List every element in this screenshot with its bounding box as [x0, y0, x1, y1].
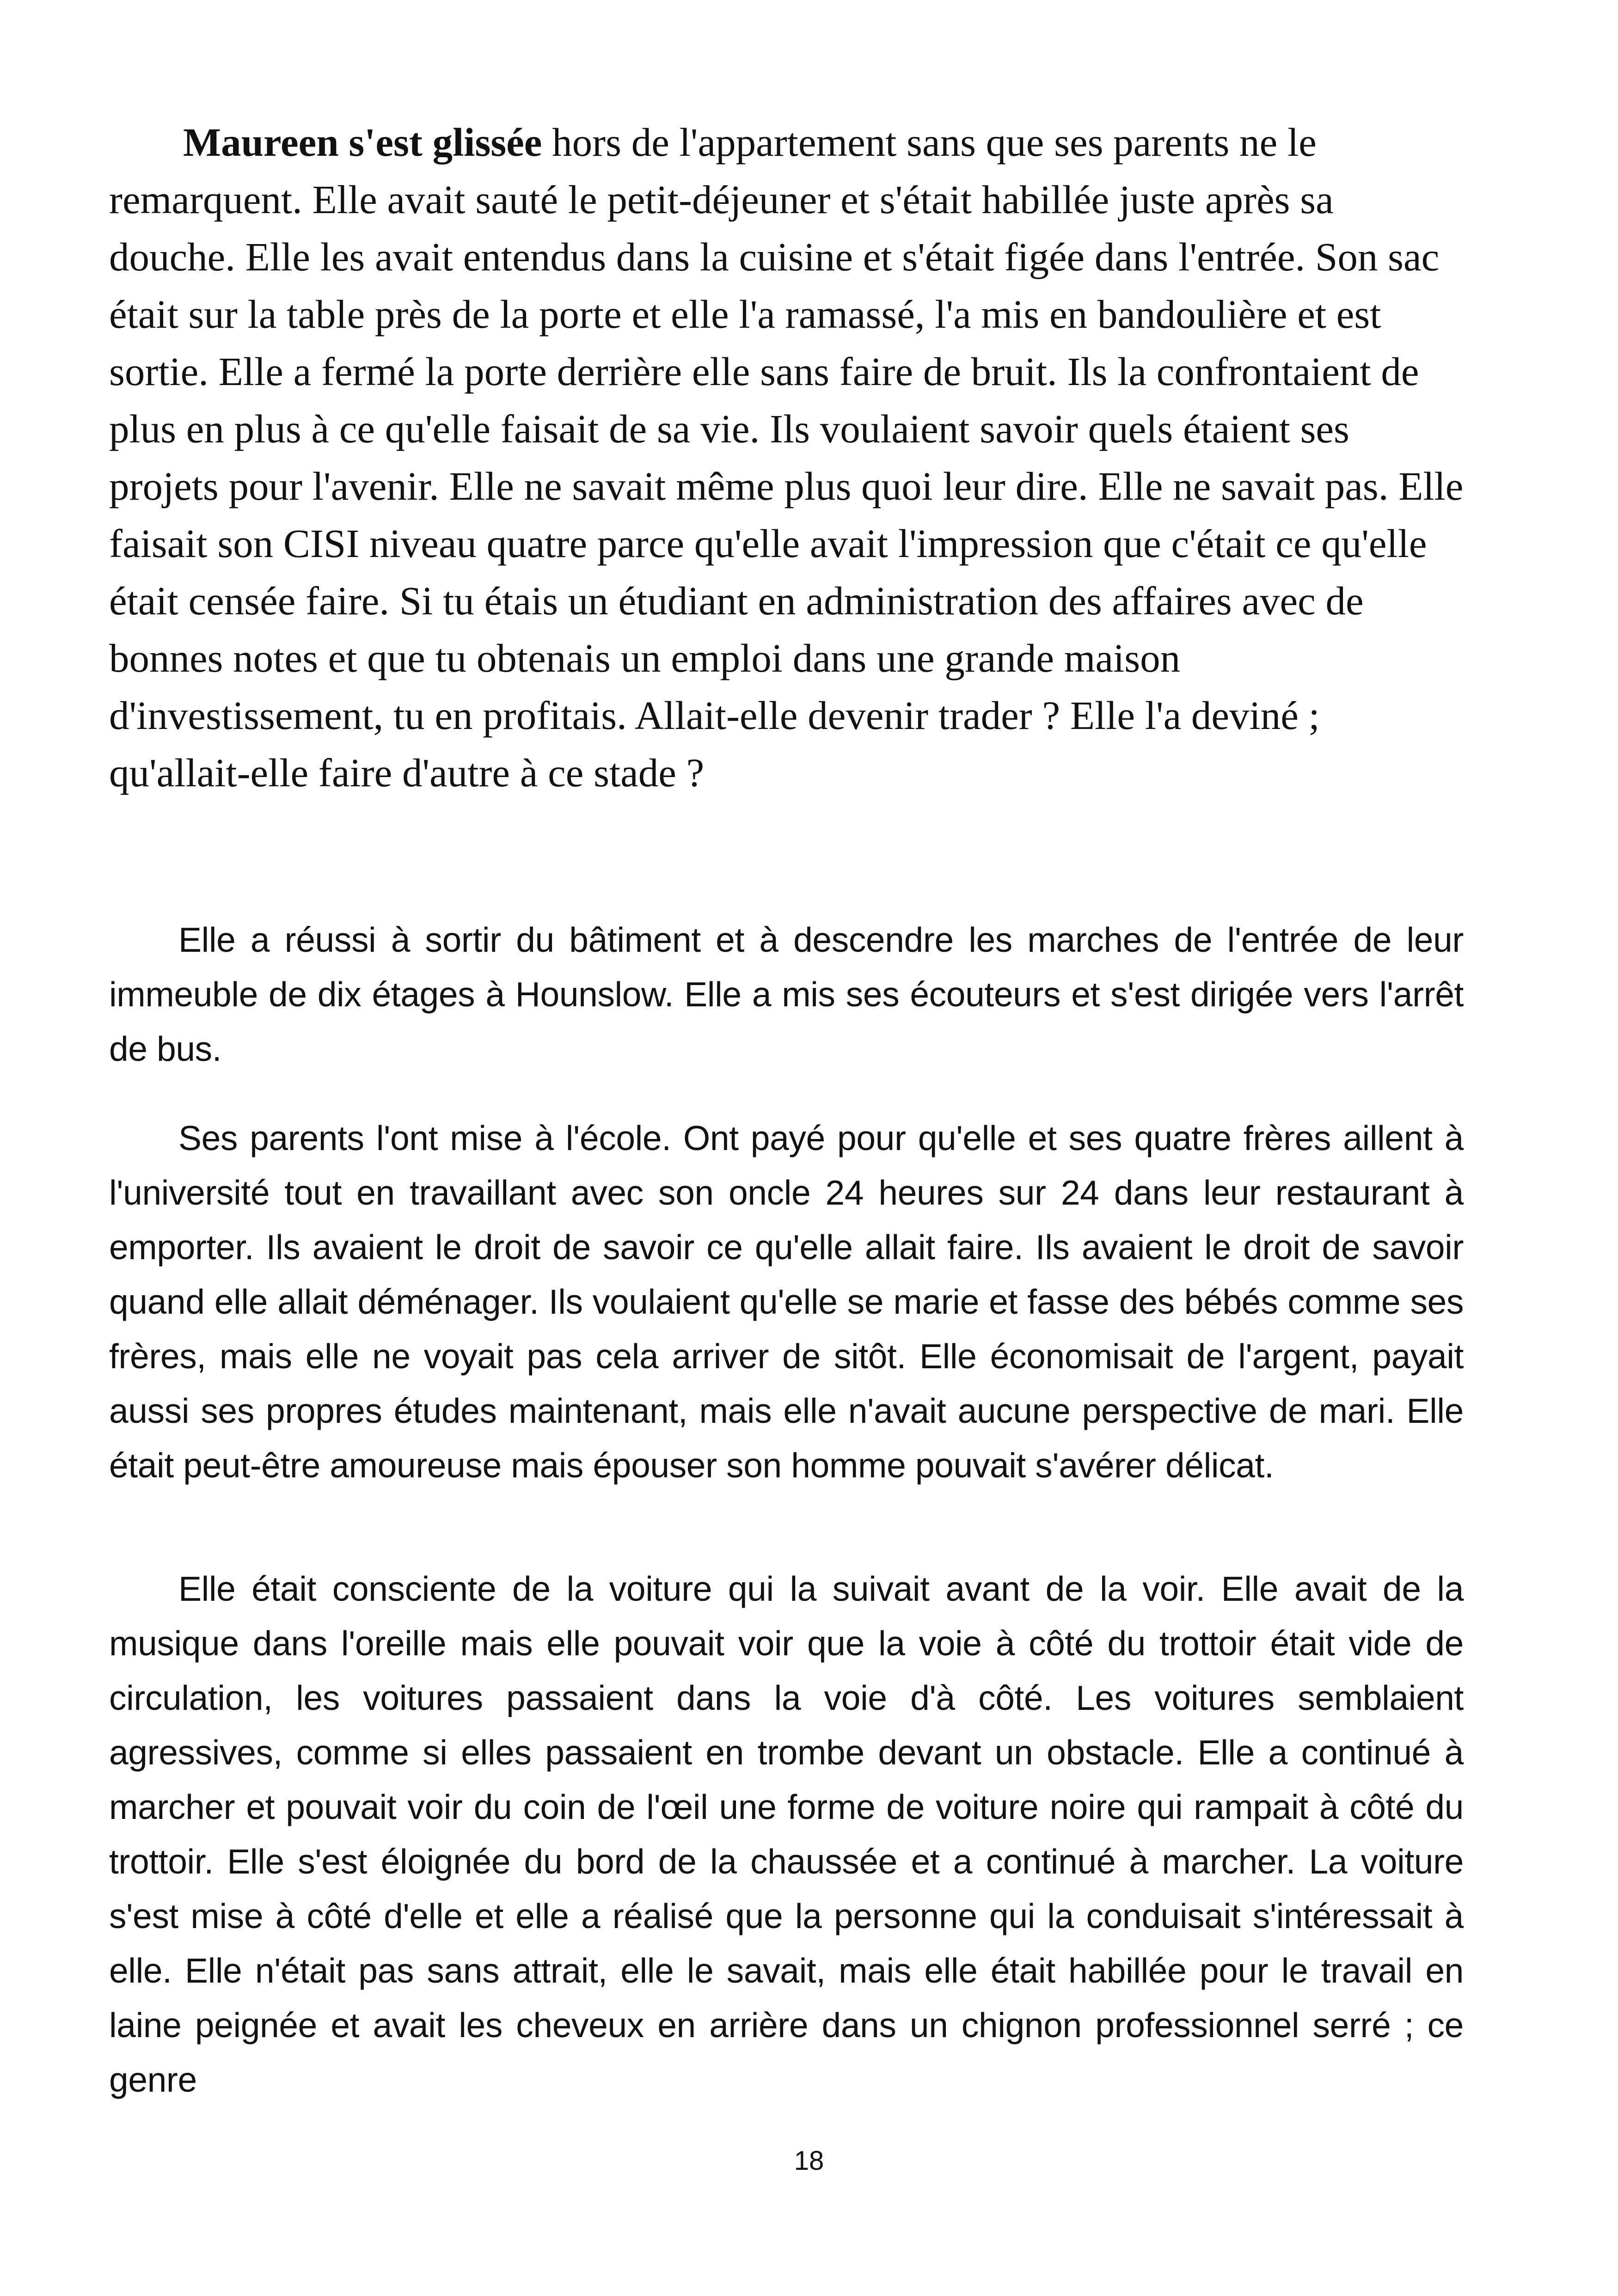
paragraph-3-text: Ses parents l'ont mise à l'école. Ont payé pour qu'elle et ses quatre frères aillent à l'université tout en travaillant avec son oncle 24 heures sur 24 dans leur restaurant à emporter. Ils avaient le droit de savoir ce qu'elle allait faire. Ils avaient le droit de savoir quand elle allait déménager. Ils voulaient qu'elle se marie et fasse des bébés comme ses frères, mais elle ne voyait pas cela arriver de sitôt. Elle économisait de l'argent, payait aussi ses propres études maintenant, mais elle n'avait aucune perspective de mari. Elle était peut-être amoureuse mais épouser son homme pouvait s'avérer délicat.: [109, 1119, 1464, 1485]
paragraph-1: [109, 114, 1464, 802]
paragraph-4: [109, 1561, 1464, 2107]
paragraph-4-text: Elle était consciente de la voiture qui la suivait avant de la voir. Elle avait de la musique dans l'oreille mais elle pouvait voir que la voie à côté du trottoir était vide de circulation, les voitures passaient dans la voie d'à côté. Les voitures semblaient agressives, comme si elles passaient en trombe devant un obstacle. Elle a continué à marcher et pouvait voir du coin de l'œil une forme de voiture noire qui rampait à côté du trottoir. Elle s'est éloignée du bord de la chaussée et a continué à marcher. La voiture s'est mise à côté d'elle et elle a réalisé que la personne qui la conduisait s'intéressait à elle. Elle n'était pas sans attrait, elle le savait, mais elle était habillée pour le travail en laine peignée et avait les cheveux en arrière dans un chignon professionnel serré ; ce genre: [109, 1569, 1464, 2099]
paragraph-1-lead: Maureen s'est glissée: [183, 120, 542, 165]
paragraph-2: [109, 912, 1464, 1076]
paragraph-1-body: hors de l'appartement sans que ses parents ne le remarquent. Elle avait sauté le petit-déjeuner et s'était habillée juste après sa douche. Elle les avait entendus dans la cuisine et s'était figée dans l'entrée. Son sac était sur la table près de la porte et elle l'a ramassé, l'a mis en bandoulière et est sortie. Elle a fermé la porte derrière elle sans faire de bruit. Ils la confrontaient de plus en plus à ce qu'elle faisait de sa vie. Ils voulaient savoir quels étaient ses projets pour l'avenir. Elle ne savait même plus quoi leur dire. Elle ne savait pas. Elle faisait son CISI niveau quatre parce qu'elle avait l'impression que c'était ce qu'elle était censée faire. Si tu étais un étudiant en administration des affaires avec de bonnes notes et que tu obtenais un emploi dans une grande maison d'investissement, tu en profitais. Allait-elle devenir trader ? Elle l'a deviné ; qu'allait-elle faire d'autre à ce stade ?: [109, 120, 1464, 795]
page-number: 18: [794, 2146, 824, 2176]
paragraph-1-text: [109, 114, 1464, 802]
paragraph-2-text: Elle a réussi à sortir du bâtiment et à descendre les marches de l'entrée de leur immeuble de dix étages à Hounslow. Elle a mis ses écouteurs et s'est dirigée vers l'arrêt de bus.: [109, 920, 1464, 1068]
paragraph-3: [109, 1111, 1464, 1493]
